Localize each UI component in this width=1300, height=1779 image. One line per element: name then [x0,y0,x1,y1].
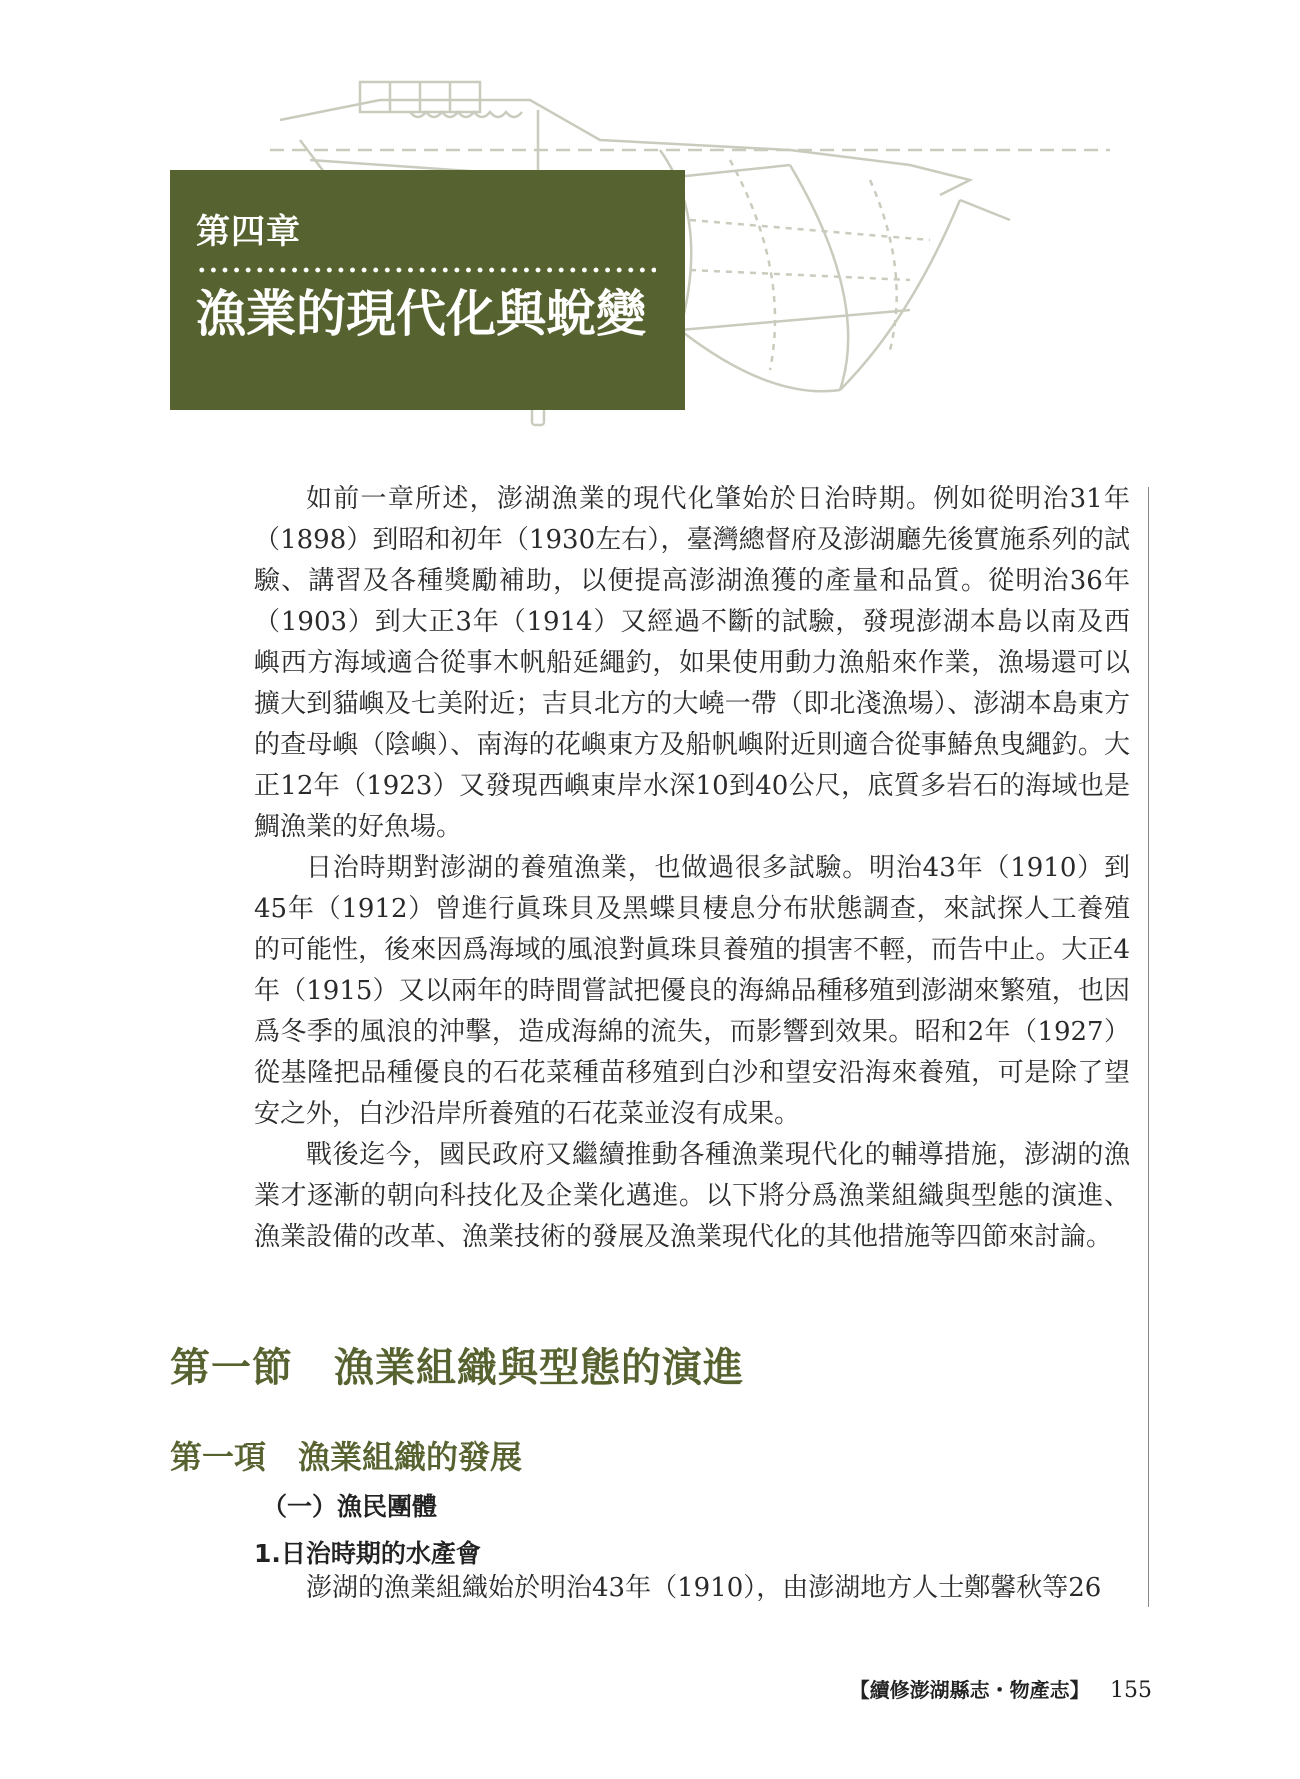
section-heading: 第一節 漁業組織與型態的演進 [170,1344,744,1391]
page-footer [850,1674,1152,1703]
margin-rule [1148,487,1149,1607]
paragraph-1: 如前一章所述，澎湖漁業的現代化肇始於日治時期。例如從明治31年（1898）到昭和初年（1930左右），臺灣總督府及澎湖廳先後實施系列的試驗、講習及各種獎勵補助，以便提高澎湖漁獲的產量和品質。從明治36年（1903）到大正3年（1914）又經過不斷的試驗，發現澎湖本島以南及西嶼西方海域適合從事木帆船延繩釣，如果使用動力漁船來作業，漁場還可以擴大到貓嶼及七美附近；吉貝北方的大嶢一帶（即北淺漁場）、澎湖本島東方的查母嶼（陰嶼）、南海的花嶼東方及船帆嶼附近則適合從事鰆魚曳繩釣。大正12年（1923）又發現西嶼東岸水深10到40公尺，底質多岩石的海域也是鯛漁業的好魚場。 [254,484,1130,842]
paragraph-4: 澎湖的漁業組織始於明治43年（1910），由澎湖地方人士鄭馨秋等26 [306,1573,1102,1603]
subsection-heading: （一）漁民團體 [262,1492,438,1521]
chapter-title: 漁業的現代化與蛻變 [196,284,646,343]
chapter-number: 第四章 [196,212,301,252]
page-number: 155 [1110,1678,1152,1703]
paragraph-2: 日治時期對澎湖的養殖漁業，也做過很多試驗。明治43年（1910）到45年（1912）曾進行眞珠貝及黑蝶貝棲息分布狀態調查，來試探人工養殖的可能性，後來因爲海域的風浪對眞珠貝養殖的損害不輕，而告中止。大正4年（1915）又以兩年的時間嘗試把優良的海綿品種移殖到澎湖來繁殖，也因爲冬季的風浪的沖擊，造成海綿的流失，而影響到效果。昭和2年（1927）從基隆把品種優良的石花菜種苗移殖到白沙和望安沿海來養殖，可是除了望安之外，白沙沿岸所養殖的石花菜並沒有成果。 [254,853,1130,1129]
body-text [254,479,1130,1258]
chapter-title-block [170,170,685,410]
subsubsection-heading: 1.日治時期的水產會 [254,1539,481,1568]
item-heading: 第一項 漁業組織的發展 [170,1438,523,1476]
book-title: 【續修澎湖縣志・物產志】 [849,1678,1090,1702]
dotted-divider [196,266,656,274]
paragraph-3: 戰後迄今，國民政府又繼續推動各種漁業現代化的輔導措施，澎湖的漁業才逐漸的朝向科技化及企業化邁進。以下將分爲漁業組織與型態的演進、漁業設備的改革、漁業技術的發展及漁業現代化的其他措施等四節來討論。 [254,1140,1130,1252]
